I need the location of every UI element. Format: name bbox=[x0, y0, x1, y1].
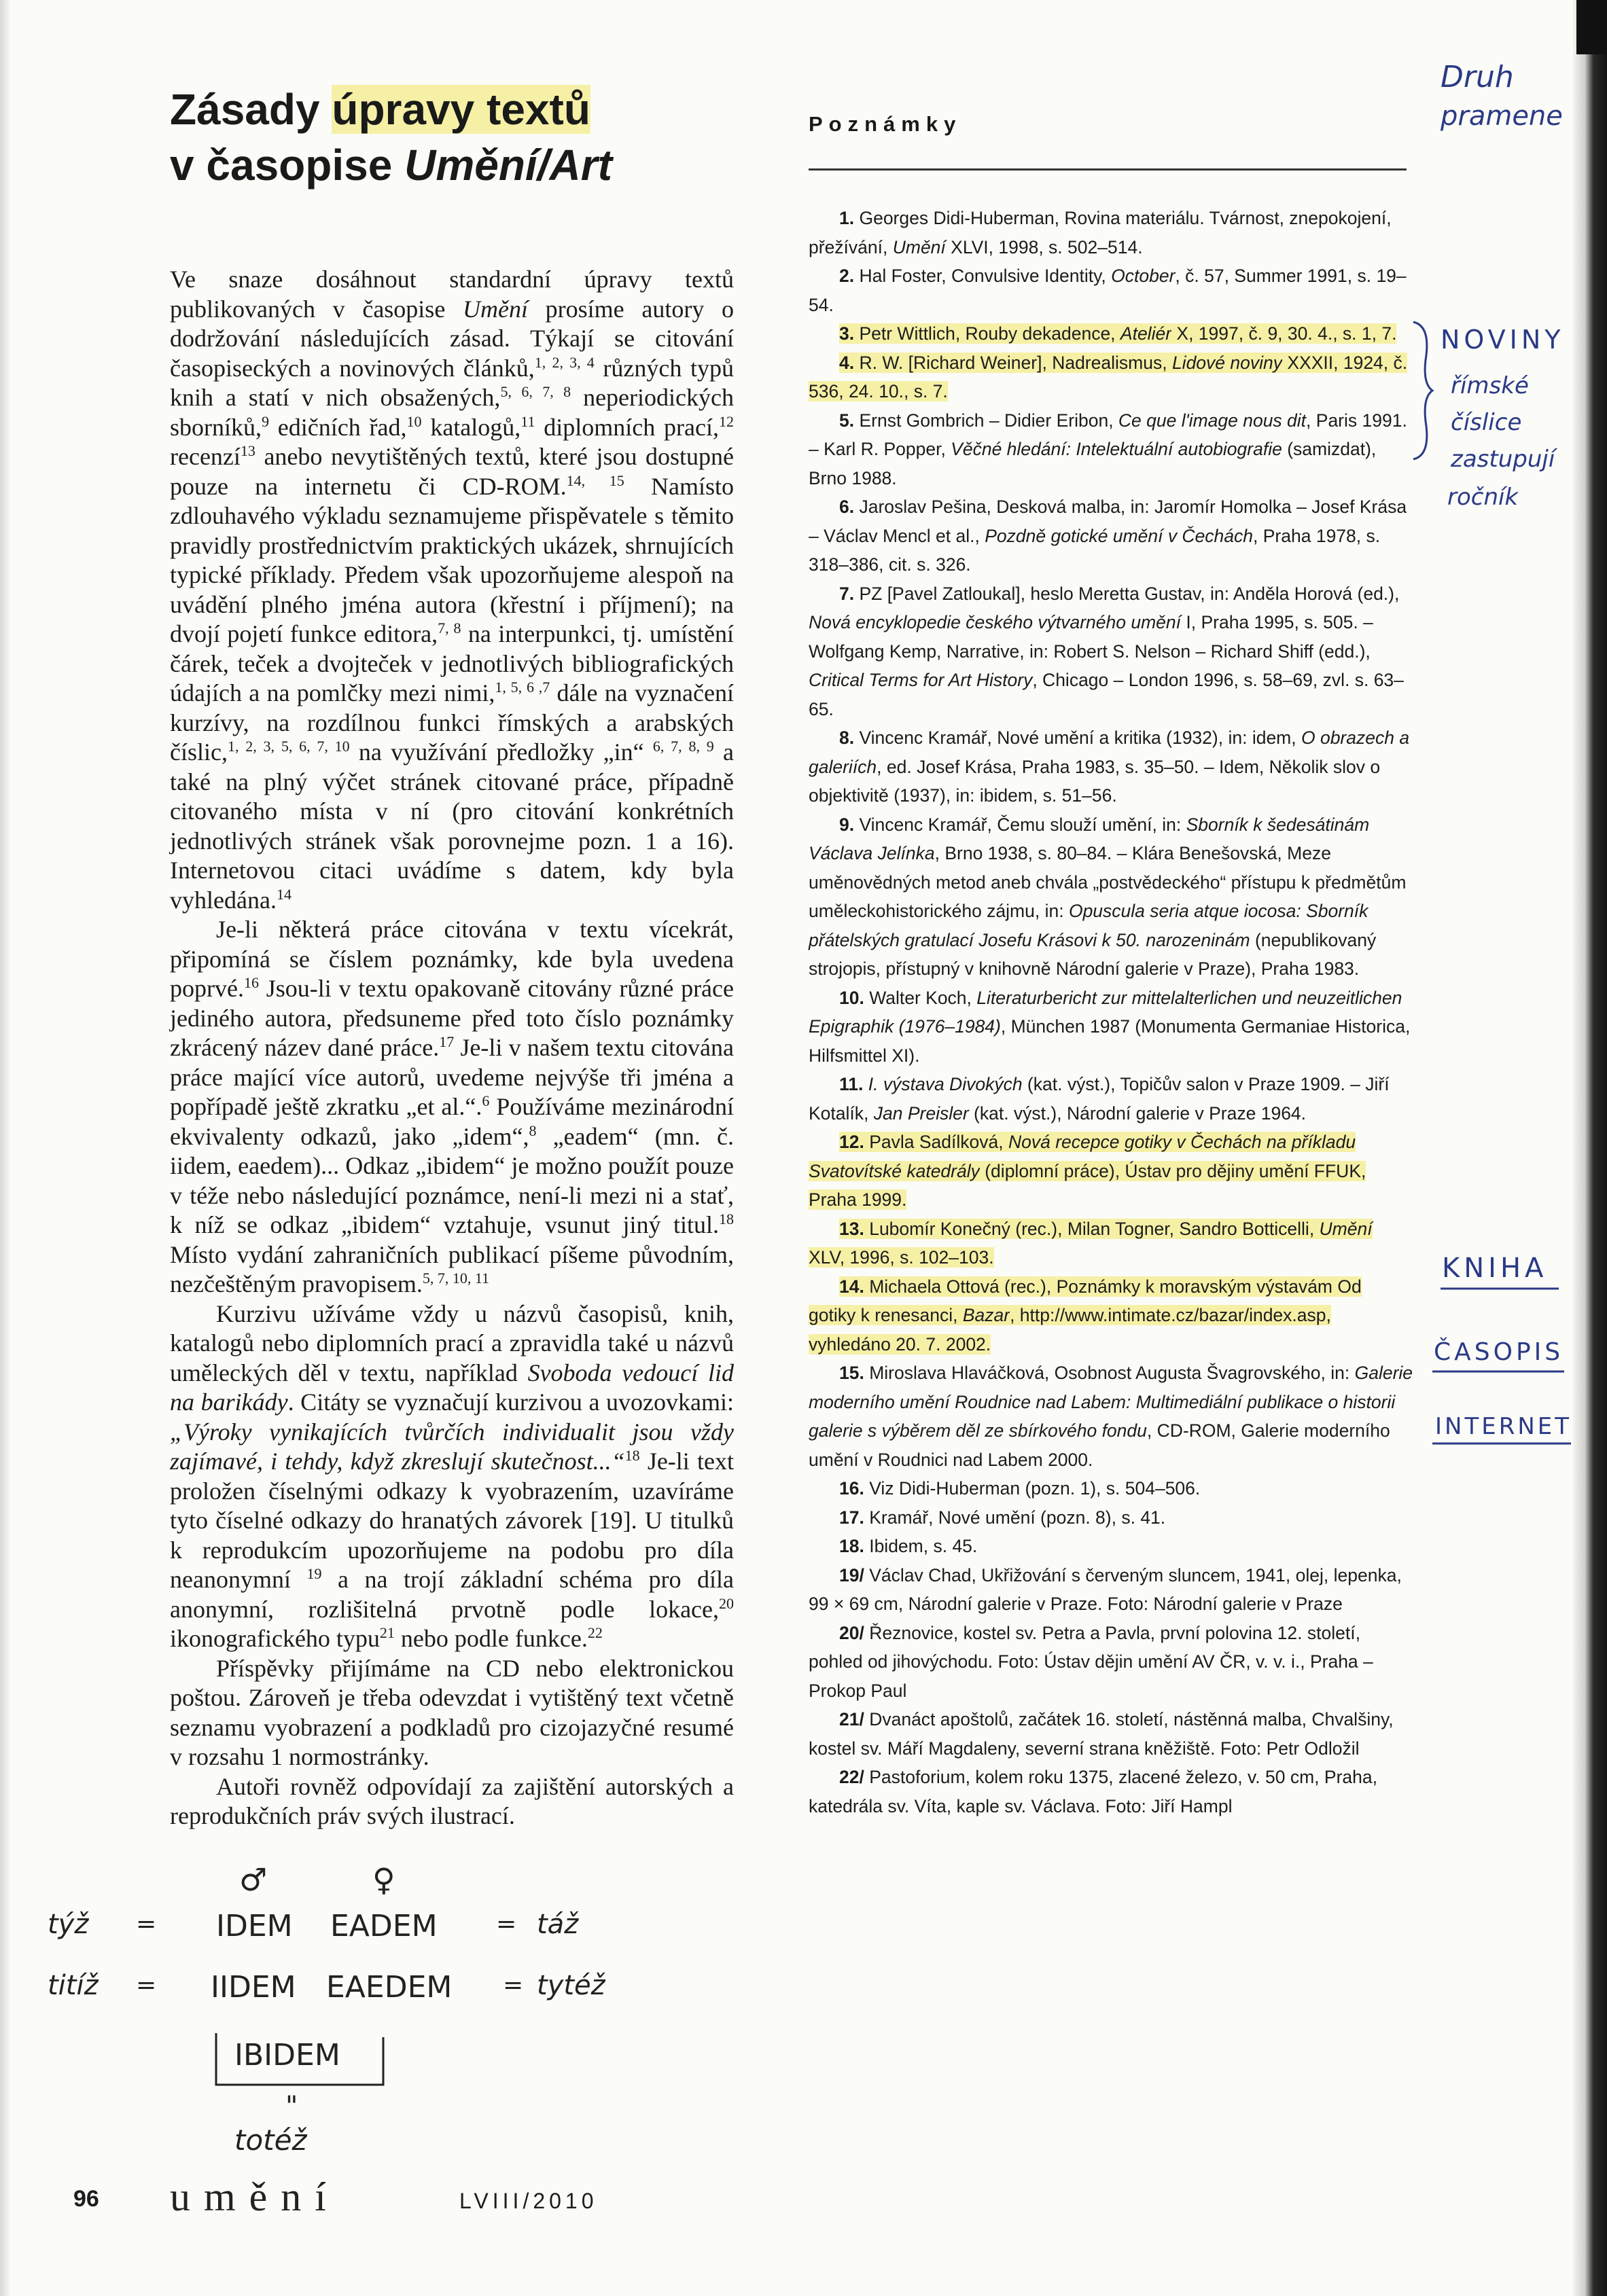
text-run: 21/ bbox=[839, 1709, 864, 1729]
text-run: , Praha 1978, s. 318–386, cit. s. 326. bbox=[809, 525, 1381, 575]
footnote-reference: 18 bbox=[624, 1447, 640, 1464]
text-run: různých typů knih a statí v nich obsažených, bbox=[170, 354, 734, 411]
note-item bbox=[809, 1503, 1413, 1532]
text-run: , Paris 1991. – Karl R. Popper, bbox=[809, 410, 1407, 459]
text-run: Ateliér bbox=[1120, 323, 1172, 344]
handwritten-eq-2: = bbox=[496, 1910, 517, 1938]
text-run: „eadem“ (mn. č. iidem, eaedem)... Odkaz „ibidem“ je možno použít pouze v téže nebo následující poznámce, není-li mezi ni a stať, k níž se odkaz „ibidem“ vztahuje, vsunut jiný titul. bbox=[170, 1122, 734, 1238]
text-run: Literaturbericht zur mittelalterlichen und neuzeitlichen Epigraphik (1976–1984) bbox=[809, 987, 1402, 1037]
note-item bbox=[809, 319, 1413, 348]
note-item bbox=[809, 406, 1413, 493]
footnote-reference: 6, 7, 8, 9 bbox=[652, 738, 714, 755]
text-run bbox=[863, 1074, 868, 1094]
text-run: I. výstava Divokých bbox=[868, 1074, 1023, 1094]
text-run: na interpunkci, tj. umístění čárek, teček a dvojteček v jednotlivých bibliografických údajích a na pomlčky mezi nimi, bbox=[170, 620, 734, 706]
text-run: 5. bbox=[839, 410, 855, 431]
handwritten-tyz-2: tytéž bbox=[537, 1970, 605, 2001]
text-run: Nová recepce gotiky v Čechách na příkladu Svatovítské katedrály bbox=[809, 1132, 1356, 1181]
article-paragraph bbox=[170, 1772, 734, 1831]
text-run: 16. bbox=[839, 1478, 864, 1499]
handwritten-underline-internet bbox=[1431, 1440, 1574, 1447]
text-run: Michaela Ottová (rec.), Poznámky k moravským výstavám Od gotiky k renesanci, bbox=[809, 1276, 1362, 1325]
footnote-reference: 20 bbox=[719, 1594, 734, 1612]
text-run: diplomních prací, bbox=[535, 413, 720, 441]
footnote-reference: 16 bbox=[243, 974, 259, 991]
text-run: Věčné hledání: Intelektuální autobiografie bbox=[951, 439, 1282, 459]
text-run: Svoboda vedoucí lid na barikády bbox=[170, 1359, 734, 1416]
text-run: 7. bbox=[839, 583, 855, 604]
text-run: 10. bbox=[839, 987, 864, 1008]
text-run: Vincenc Kramář, Čemu slouží umění, in: bbox=[854, 814, 1186, 835]
footnote-reference: 12 bbox=[719, 412, 735, 430]
text-run: neperiodických sborníků, bbox=[170, 384, 734, 441]
text-run: Ibidem, s. 45. bbox=[864, 1536, 978, 1556]
footnote-reference: 1, 2, 3, 4 bbox=[534, 353, 595, 371]
footnote-reference: 10 bbox=[406, 412, 422, 430]
text-run: Georges Didi-Huberman, Rovina materiálu. Tvárnost, znepokojení, přežívání, bbox=[809, 208, 1392, 257]
text-run: , č. 57, Summer 1991, s. 19–54. bbox=[809, 266, 1407, 315]
handwritten-brace bbox=[1408, 319, 1435, 462]
article-paragraph bbox=[170, 915, 734, 1299]
text-run: 1. bbox=[839, 208, 855, 228]
text-run: Kramář, Nové umění (pozn. 8), s. 41. bbox=[864, 1507, 1166, 1528]
footnote-reference: 17 bbox=[439, 1033, 455, 1050]
note-item bbox=[809, 579, 1413, 724]
handwritten-druh: Druh bbox=[1441, 60, 1514, 94]
text-run: 19/ bbox=[839, 1564, 864, 1585]
text-run: 18. bbox=[839, 1536, 864, 1556]
handwritten-kniha: KNIHA bbox=[1442, 1253, 1548, 1284]
text-run: 3. bbox=[839, 323, 855, 344]
handwritten-ditto: " bbox=[285, 2091, 298, 2122]
title-line-2: v časopise Umění/Art bbox=[170, 141, 612, 190]
text-run: , München 1987 (Monumenta Germaniae Historica, Hilfsmittel XI). bbox=[809, 1016, 1411, 1066]
article-paragraph bbox=[170, 265, 734, 915]
text-run: XXXII, 1924, č. 536, 24. 10., s. 7. bbox=[809, 352, 1408, 401]
note-item bbox=[809, 1705, 1413, 1763]
text-run: katalogů, bbox=[421, 413, 521, 441]
text-run: 22/ bbox=[839, 1767, 864, 1787]
footnote-reference: 14 bbox=[276, 885, 292, 903]
text-run: 20/ bbox=[839, 1622, 864, 1643]
text-run: Bazar bbox=[962, 1305, 1010, 1325]
text-run: Galerie moderního umění Roudnice nad Labem: Multimediální publikace o historii galerie s výběrem děl ze sbírkového fondu bbox=[809, 1363, 1413, 1441]
page-number: 96 bbox=[73, 2186, 99, 2212]
text-run: Pozdně gotické umění v Čechách bbox=[985, 525, 1254, 546]
text-run: Lidové noviny bbox=[1171, 352, 1282, 373]
handwritten-titiz: titíž bbox=[48, 1970, 99, 2001]
handwritten-pramene: pramene bbox=[1441, 101, 1563, 132]
handwritten-rocnik: ročník bbox=[1447, 484, 1519, 511]
text-run: O obrazech a galeriích bbox=[809, 728, 1410, 777]
note-item bbox=[809, 1215, 1413, 1272]
footnote-reference: 21 bbox=[379, 1624, 395, 1641]
text-run: edičních řad, bbox=[269, 413, 407, 441]
handwritten-zastupuji: zastupují bbox=[1451, 446, 1555, 473]
text-run: dále na vyznačení kurzívy, na rozdílnou funkci římských a arabských číslic, bbox=[170, 679, 734, 766]
text-run: Pastoforium, kolem roku 1375, zlacené železo, v. 50 cm, Praha, katedrála sv. Víta, kaple sv. Václava. Foto: Jiří Hampl bbox=[809, 1767, 1377, 1816]
text-run: 9. bbox=[839, 814, 855, 835]
handwritten-casopis: ČASOPIS bbox=[1434, 1338, 1564, 1366]
handwritten-eq-4: = bbox=[503, 1971, 524, 1999]
text-run: Lubomír Konečný (rec.), Milan Togner, Sandro Botticelli, bbox=[864, 1218, 1320, 1239]
note-item bbox=[809, 1070, 1413, 1128]
text-run: Autoři rovněž odpovídají za zajištění autorských a reprodukčních práv svých ilustrací. bbox=[170, 1772, 734, 1829]
text-run: Umění bbox=[463, 295, 528, 323]
text-run: XLVI, 1998, s. 502–514. bbox=[945, 236, 1143, 257]
footnote-reference: 9 bbox=[262, 412, 269, 430]
text-run: Ernst Gombrich – Didier Eribon, bbox=[854, 410, 1118, 431]
handwritten-eq-3: = bbox=[136, 1971, 157, 1999]
handwritten-noviny: NOVINY bbox=[1441, 325, 1565, 355]
text-run: Používáme mezinárodní ekvivalenty odkazů, jako „idem“, bbox=[170, 1093, 734, 1150]
note-item bbox=[809, 723, 1413, 810]
text-run: , http://www.intimate.cz/bazar/index.asp, vyhledáno 20. 7. 2002. bbox=[809, 1305, 1331, 1355]
text-run: Václav Chad, Ukřižování s červeným sluncem, 1941, olej, lepenka, 99 × 69 cm, Národní galerie v Praze. Foto: Národní galerie v Praze bbox=[809, 1564, 1402, 1614]
note-item bbox=[809, 1128, 1413, 1215]
note-item bbox=[809, 262, 1413, 319]
handwritten-taz: táž bbox=[537, 1909, 579, 1940]
note-item bbox=[809, 1474, 1413, 1503]
text-run: X, 1997, č. 9, 30. 4., s. 1, 7. bbox=[1171, 323, 1397, 344]
text-run: Umění bbox=[892, 236, 946, 257]
scan-left-edge bbox=[0, 0, 10, 2296]
text-run: Kurzivu užíváme vždy u názvů časopisů, knih, katalogů nebo diplomních prací a zpravidla také u názvů uměleckých děl v textu, například bbox=[170, 1299, 734, 1386]
note-item bbox=[809, 1763, 1413, 1820]
text-run: , Brno 1938, s. 80–84. – Klára Benešovská, Meze uměnovědných metod aneb chvála „postvědeckého“ přístupu k předmětům uměleckohistorického zájmu, in: bbox=[809, 843, 1407, 921]
text-run: prosíme autory o dodržování následujících zásad. Týkají se citování časopiseckých a novinových článků, bbox=[170, 295, 735, 382]
text-run: 11. bbox=[839, 1074, 864, 1094]
footnote-reference: 18 bbox=[719, 1210, 734, 1227]
text-run: (nepublikovaný strojopis, přístupný v knihovně Národní galerie v Praze), Praha 1983. bbox=[809, 929, 1377, 979]
text-run: a také na plný výčet stránek citované práce, případně citovaného místa v ní (pro citování konkrétních jednotlivých stránek však porovnejme pozn. 1 a 16). Internetovou citaci uvádíme s datem, kdy byla vyhledána. bbox=[170, 738, 735, 914]
text-run: Sborník k šedesátinám Václava Jelínka bbox=[809, 814, 1370, 863]
text-run: (kat. výst.), Topičův salon v Praze 1909. – Jiří Kotalík, bbox=[809, 1074, 1390, 1124]
text-run: Vincenc Kramář, Nové umění a kritika (1932), in: idem, bbox=[854, 728, 1301, 748]
notes-divider bbox=[809, 168, 1407, 171]
note-item bbox=[809, 1272, 1413, 1359]
note-item bbox=[809, 348, 1413, 406]
article-title bbox=[170, 82, 781, 193]
note-item bbox=[809, 1561, 1413, 1619]
text-run: Pavla Sadílková, bbox=[864, 1132, 1008, 1152]
text-run: October bbox=[1111, 266, 1176, 286]
handwritten-eadem: EADEM bbox=[330, 1909, 438, 1943]
note-item bbox=[809, 1359, 1413, 1474]
text-run: Jan Preisler bbox=[873, 1102, 969, 1124]
text-run: Příspěvky přijímáme na CD nebo elektronickou poštou. Zároveň je třeba odevzdat i vytištěný text včetně seznamu vyobrazení a podkladů pro cizojazyčné resumé v rozsahu 1 normostránky. bbox=[170, 1654, 734, 1770]
article-paragraph bbox=[170, 1299, 734, 1654]
handwritten-underline-kniha bbox=[1439, 1285, 1561, 1292]
title-line-1: Zásady úpravy textů bbox=[170, 85, 590, 134]
note-item bbox=[809, 1619, 1413, 1706]
text-run: „Výroky vynikajících tvůrčích individualit jsou vždy zajímavé, i tehdy, když zkreslují skutečnost...“ bbox=[170, 1418, 734, 1475]
handwritten-iidem: IIDEM bbox=[211, 1970, 296, 2005]
text-run: Je-li v našem textu citována práce mající více autorů, uvedeme nejvýše tři jména a popřípadě ještě zkratku „et al.“. bbox=[170, 1034, 734, 1120]
footnote-reference: 1, 5, 6 ,7 bbox=[495, 679, 550, 696]
footnote-reference: 1, 2, 3, 5, 6, 7, 10 bbox=[227, 738, 350, 755]
handwritten-ibidem: IBIDEM bbox=[234, 2038, 340, 2073]
magazine-name: umění bbox=[170, 2174, 340, 2219]
text-run: ikonografického typu bbox=[170, 1625, 380, 1652]
footnote-reference: 8 bbox=[529, 1122, 537, 1139]
text-run: nebo podle funkce. bbox=[394, 1625, 588, 1652]
handwritten-eaedem: EAEDEM bbox=[326, 1970, 453, 2005]
handwritten-tyz: týž bbox=[48, 1909, 89, 1940]
text-run: I, Praha 1995, s. 505. – Wolfgang Kemp, Narrative, in: Robert S. Nelson – Richard Shiff (edd.), bbox=[809, 612, 1373, 662]
text-run: Petr Wittlich, Rouby dekadence, bbox=[854, 323, 1120, 344]
notes-heading: Poznámky bbox=[809, 112, 962, 136]
text-run: a na trojí základní schéma pro díla anonymní, rozlišitelná prvotně podle lokace, bbox=[170, 1566, 734, 1623]
text-run: (samizdat), Brno 1988. bbox=[809, 439, 1377, 488]
volume-year: LVIII/2010 bbox=[459, 2189, 598, 2213]
scan-right-edge bbox=[1573, 0, 1607, 2296]
footnote-reference: 22 bbox=[587, 1624, 603, 1641]
note-item bbox=[809, 492, 1413, 579]
note-item bbox=[809, 984, 1413, 1071]
text-run: Critical Terms for Art History bbox=[809, 670, 1033, 690]
text-run: Místo vydání zahraničních publikací píšeme původním, nezčeštěným pravopisem. bbox=[170, 1240, 734, 1297]
handwritten-totez: totéž bbox=[234, 2123, 307, 2157]
text-run: XLV, 1996, s. 102–103. bbox=[809, 1247, 994, 1268]
text-run: na využívání předložky „in“ bbox=[349, 738, 653, 766]
text-run: Miroslava Hlaváčková, Osobnost Augusta Švagrovského, in: bbox=[864, 1363, 1355, 1383]
text-run: Namísto zdlouhavého výkladu seznamujeme přispěvatele s těmito pravidly prostřednictvím praktických ukázek, shrnujících typické příklady. Předem však upozorňujeme alespoň na uvádění plného jména autora (křestní i příjmení); na dvojí pojetí funkce editora, bbox=[170, 472, 734, 647]
text-run: 8. bbox=[839, 728, 855, 748]
footnote-reference: 13 bbox=[240, 442, 255, 459]
note-item bbox=[809, 204, 1413, 262]
text-run: Hal Foster, Convulsive Identity, bbox=[854, 266, 1112, 286]
handwritten-eq-1: = bbox=[136, 1910, 157, 1938]
text-run: 12. bbox=[839, 1132, 864, 1152]
notes-list bbox=[809, 204, 1413, 1820]
text-run: Opuscula seria atque iocosa: Sborník přátelských gratulací Josefu Krásovi k 50. narozeninám bbox=[809, 901, 1368, 950]
handwritten-cislice: číslice bbox=[1451, 409, 1522, 436]
text-run: Řeznovice, kostel sv. Petra a Pavla, první polovina 12. století, pohled od jihovýchodu. Foto: Ústav dějin umění AV ČR, v. v. i., Praha – Prokop Paul bbox=[809, 1622, 1373, 1701]
text-run: 6. bbox=[839, 497, 855, 517]
text-run: R. W. [Richard Weiner], Nadrealismus, bbox=[854, 352, 1172, 373]
text-run: , ed. Josef Krása, Praha 1983, s. 35–50. – Idem, Několik slov o objektivitě (1937), in: ibidem, s. 51–56. bbox=[809, 756, 1381, 806]
text-run: 17. bbox=[839, 1507, 864, 1528]
handwritten-rimske: římské bbox=[1451, 372, 1529, 399]
text-run: Jsou-li v textu opakovaně citovány různé práce jediného autora, předsuneme před toto číslo poznámky zkrácený název dané práce. bbox=[170, 975, 734, 1061]
footnote-reference: 7, 8 bbox=[438, 620, 461, 636]
footnote-reference: 19 bbox=[306, 1565, 322, 1582]
handwritten-idem: IDEM bbox=[216, 1909, 293, 1943]
footnote-reference: 6 bbox=[482, 1092, 490, 1109]
text-run: Je-li některá práce citována v textu vícekrát, připomíná se číslem poznámky, kde byla uvedena poprvé. bbox=[170, 916, 734, 1002]
footnote-reference: 14, 15 bbox=[566, 471, 624, 489]
text-run: 14. bbox=[839, 1276, 864, 1297]
note-item bbox=[809, 1532, 1413, 1561]
text-run: Nová encyklopedie českého výtvarného umění bbox=[809, 612, 1181, 632]
text-run: (diplomní práce), Ústav pro dějiny umění FFUK, Praha 1999. bbox=[809, 1160, 1366, 1210]
footnote-reference: 5, 6, 7, 8 bbox=[500, 383, 571, 400]
text-run: Jaroslav Pešina, Desková malba, in: Jaromír Homolka – Josef Krása – Václav Mencl et al., bbox=[809, 497, 1407, 546]
text-run: PZ [Pavel Zatloukal], heslo Meretta Gustav, in: Anděla Horová (ed.), bbox=[854, 583, 1400, 604]
text-run: Dvanáct apoštolů, začátek 16. století, nástěnná malba, Chvalšiny, kostel sv. Máří Magdaleny, severní strana kněžiště. Foto: Petr Odložil bbox=[809, 1709, 1394, 1759]
text-run: (kat. výst.), Národní galerie v Praze 1964. bbox=[968, 1102, 1307, 1124]
handwritten-underline-casopis bbox=[1431, 1368, 1567, 1375]
text-run: Ce que l'image nous dit bbox=[1118, 410, 1307, 431]
text-run: Je-li text proložen číselnými odkazy k vyobrazením, uzavíráme tyto číselné odkazy do hranatých závorek [19]. U titulků k reprodukcím upozorňujeme na podobu pro díla neanonymní bbox=[170, 1448, 734, 1593]
footnote-reference: 11 bbox=[520, 412, 535, 430]
text-run: Viz Didi-Huberman (pozn. 1), s. 504–506. bbox=[864, 1478, 1201, 1499]
text-run: , Chicago – London 1996, s. 58–69, zvl. s. 63–65. bbox=[809, 670, 1404, 719]
text-run: Ve snaze dosáhnout standardní úpravy textů publikovaných v časopise bbox=[170, 266, 734, 323]
scan-corner bbox=[1576, 0, 1607, 54]
text-run: anebo nevytištěných textů, které jsou dostupné pouze na internetu či CD-ROM. bbox=[170, 443, 734, 500]
text-run: Walter Koch, bbox=[864, 987, 977, 1008]
text-run: 2. bbox=[839, 266, 855, 286]
handwritten-male-symbol: ♂ bbox=[239, 1861, 268, 1898]
text-run: 4. bbox=[839, 352, 855, 373]
text-run: . Citáty se vyznačují kurzivou a uvozovkami: bbox=[287, 1388, 735, 1416]
article-paragraph bbox=[170, 1654, 734, 1772]
text-run: recenzí bbox=[170, 443, 241, 470]
text-run: Umění bbox=[1319, 1218, 1373, 1239]
handwritten-internet: INTERNET bbox=[1435, 1413, 1572, 1440]
footnote-reference: 5, 7, 10, 11 bbox=[422, 1270, 490, 1287]
text-run: , CD-ROM, Galerie moderního umění v Roudnici nad Labem 2000. bbox=[809, 1420, 1390, 1470]
note-item bbox=[809, 810, 1413, 984]
text-run: 13. bbox=[839, 1218, 864, 1239]
handwritten-female-symbol: ♀ bbox=[372, 1861, 395, 1898]
article-body bbox=[170, 265, 734, 1831]
text-run: 15. bbox=[839, 1363, 864, 1383]
